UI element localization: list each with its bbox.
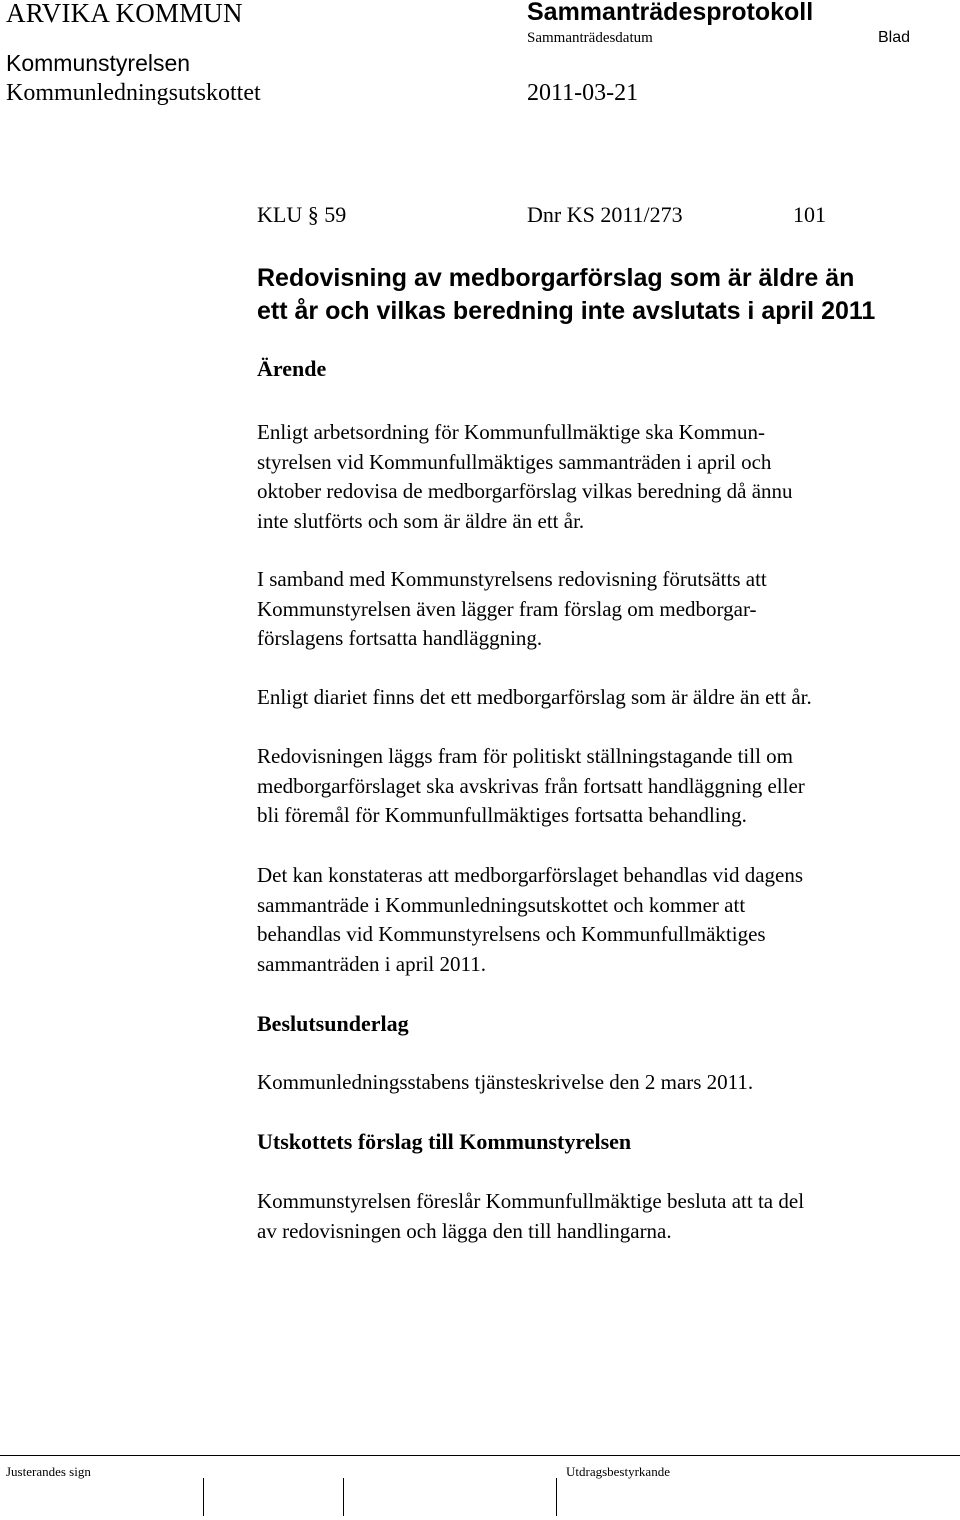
document-type: Sammanträdesprotokoll [527,0,814,26]
paragraph-line: bli föremål för Kommunfullmäktiges fortsatta behandling. [257,803,747,828]
paragraph-line: I samband med Kommunstyrelsens redovisning förutsätts att [257,567,767,591]
footer-divider [0,1455,960,1456]
case-title [257,262,957,328]
signature-box-divider [343,1478,344,1516]
section-heading-beslutsunderlag: Beslutsunderlag [257,1011,409,1036]
paragraph [257,742,805,831]
paragraph [257,861,803,979]
paragraph-line: Kommunledningsstabens tjänsteskrivelse den 2 mars 2011. [257,1070,754,1094]
meeting-date-label: Sammanträdesdatum [527,30,653,46]
case-id: KLU § 59 [257,202,347,227]
paragraph-line: Kommunstyrelsen föreslår Kommunfullmäktige besluta att ta del [257,1189,805,1213]
sheet-label: Blad [878,29,911,46]
municipality-name: ARVIKA KOMMUN [6,0,243,28]
paragraph [257,1187,804,1246]
signature-box-divider [203,1478,204,1516]
paragraph-line: oktober redovisa de medborgarförslag vilkas beredning då ännu [257,479,793,504]
paragraph-line: Redovisningen läggs fram för politiskt ställningstagande till om [257,744,794,768]
paragraph-line: Det kan konstateras att medborgarförslaget behandlas vid dagens [257,863,804,887]
committee-name: Kommunledningsutskottet [6,80,261,106]
page-number: 101 [793,202,826,227]
certification-label: Utdragsbestyrkande [566,1464,670,1479]
section-heading-forslag: Utskottets förslag till Kommunstyrelsen [257,1129,632,1154]
signers-label: Justerandes sign [6,1464,91,1479]
paragraph [257,1068,753,1098]
paragraph-line: styrelsen vid Kommunfullmäktiges sammanträden i april och [257,449,772,474]
paragraph-line: behandlas vid Kommunstyrelsens och Kommunfullmäktiges [257,922,766,947]
paragraph [257,683,812,713]
paragraph-line: inte slutförts och som är äldre än ett år. [257,508,585,533]
case-title-line: Redovisning av medborgarförslag som är äldre än [257,264,855,292]
paragraph-line: förslagens fortsatta handläggning. [257,626,543,651]
paragraph-line: sammanträden i april 2011. [257,951,486,976]
paragraph-line: Enligt diariet finns det ett medborgarförslag som är äldre än ett år. [257,685,812,709]
organ-name: Kommunstyrelsen [6,50,191,76]
paragraph-line: Enligt arbetsordning för Kommunfullmäktige ska Kommun- [257,420,765,444]
signature-box-divider [556,1478,557,1516]
paragraph-line: av redovisningen och lägga den till handlingarna. [257,1218,672,1243]
case-dnr: Dnr KS 2011/273 [527,202,683,227]
paragraph-line: sammanträde i Kommunledningsutskottet och kommer att [257,892,746,917]
paragraph-line: medborgarförslaget ska avskrivas från fortsatt handläggning eller [257,773,805,798]
meeting-date: 2011-03-21 [527,80,639,106]
paragraph [257,565,767,654]
paragraph [257,418,793,536]
paragraph-line: Kommunstyrelsen även lägger fram förslag om medborgar- [257,596,757,621]
case-title-line: ett år och vilkas beredning inte avslutats i april 2011 [257,297,876,325]
section-heading-arende: Ärende [257,356,327,381]
